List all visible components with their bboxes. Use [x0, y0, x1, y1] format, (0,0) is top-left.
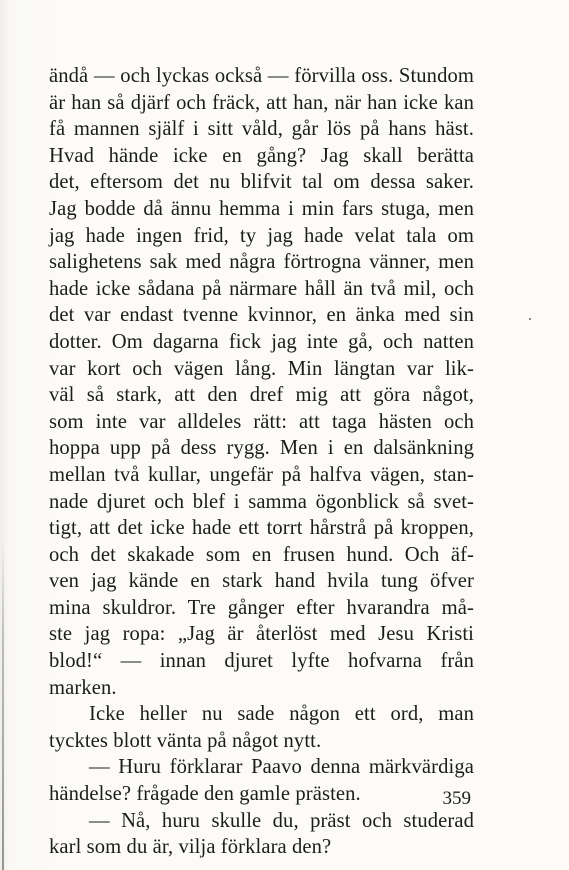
paper-speck [529, 318, 531, 320]
text-line: mina skuldror. Tre gånger efter hvarandra må- [49, 596, 474, 619]
text-line: få mannen själf i sitt våld, går lös på hans häst. [49, 118, 474, 141]
text-line: jag hade ingen frid, ty jag hade velat tala om [49, 224, 474, 247]
text-line: mellan två kullar, ungefär på halfva vägen, stan- [49, 463, 474, 486]
text-line: ven jag kände en stark hand hvila tung öfver [49, 570, 474, 593]
text-line: är han så djärf och fräck, att han, när han icke kan [49, 91, 474, 114]
text-line: karl som du är, vilja förklara den? [49, 836, 332, 859]
text-line: Icke heller nu sade någon ett ord, man [89, 703, 474, 726]
text-line: tigt, att det icke hade ett torrt hårstrå på kroppen, [49, 517, 474, 540]
page-number: 359 [442, 788, 471, 809]
text-line: hade icke sådana på närmare håll än två mil, och [49, 277, 474, 300]
text-line: Jag bodde då ännu hemma i min fars stuga, men [49, 197, 474, 220]
text-line: och det skakade som en frusen hund. Och äf- [49, 543, 474, 566]
text-line: nade djuret och blef i samma ögonblick så svet- [49, 490, 474, 513]
text-line: tycktes blott vänta på något nytt. [49, 729, 322, 752]
text-line: det, eftersom det nu blifvit tal om dessa saker. [49, 171, 474, 194]
text-line: salighetens sak med några förtrogna vänner, men [49, 251, 474, 274]
text-line: marken. [49, 676, 117, 699]
binding-edge [2, 540, 4, 870]
body-text [49, 63, 474, 861]
text-line: Hvad hände icke en gång? Jag skall berätta [49, 144, 474, 167]
text-line: väl så stark, att den dref mig att göra något, [49, 384, 474, 407]
text-line: — Nå, huru skulle du, präst och studerad [89, 809, 474, 832]
text-line: händelse? frågade den gamle prästen. [49, 783, 361, 806]
text-line: var kort och vägen lång. Min längtan var lik- [49, 357, 474, 380]
text-line: hoppa upp på dess rygg. Men i en dalsänkning [49, 437, 474, 460]
text-line: blod!“ — innan djuret lyfte hofvarna från [49, 650, 474, 673]
text-line: dotter. Om dagarna fick jag inte gå, och natten [49, 330, 474, 353]
text-line: ste jag ropa: „Jag är återlöst med Jesu Kristi [49, 623, 474, 646]
text-line: ändå — och lyckas också — förvilla oss. Stundom [49, 65, 474, 87]
text-line: det var endast tvenne kvinnor, en änka med sin [49, 304, 474, 327]
text-line: — Huru förklarar Paavo denna märkvärdiga [89, 756, 474, 779]
text-line: som inte var alldeles rätt: att taga hästen och [49, 410, 474, 433]
